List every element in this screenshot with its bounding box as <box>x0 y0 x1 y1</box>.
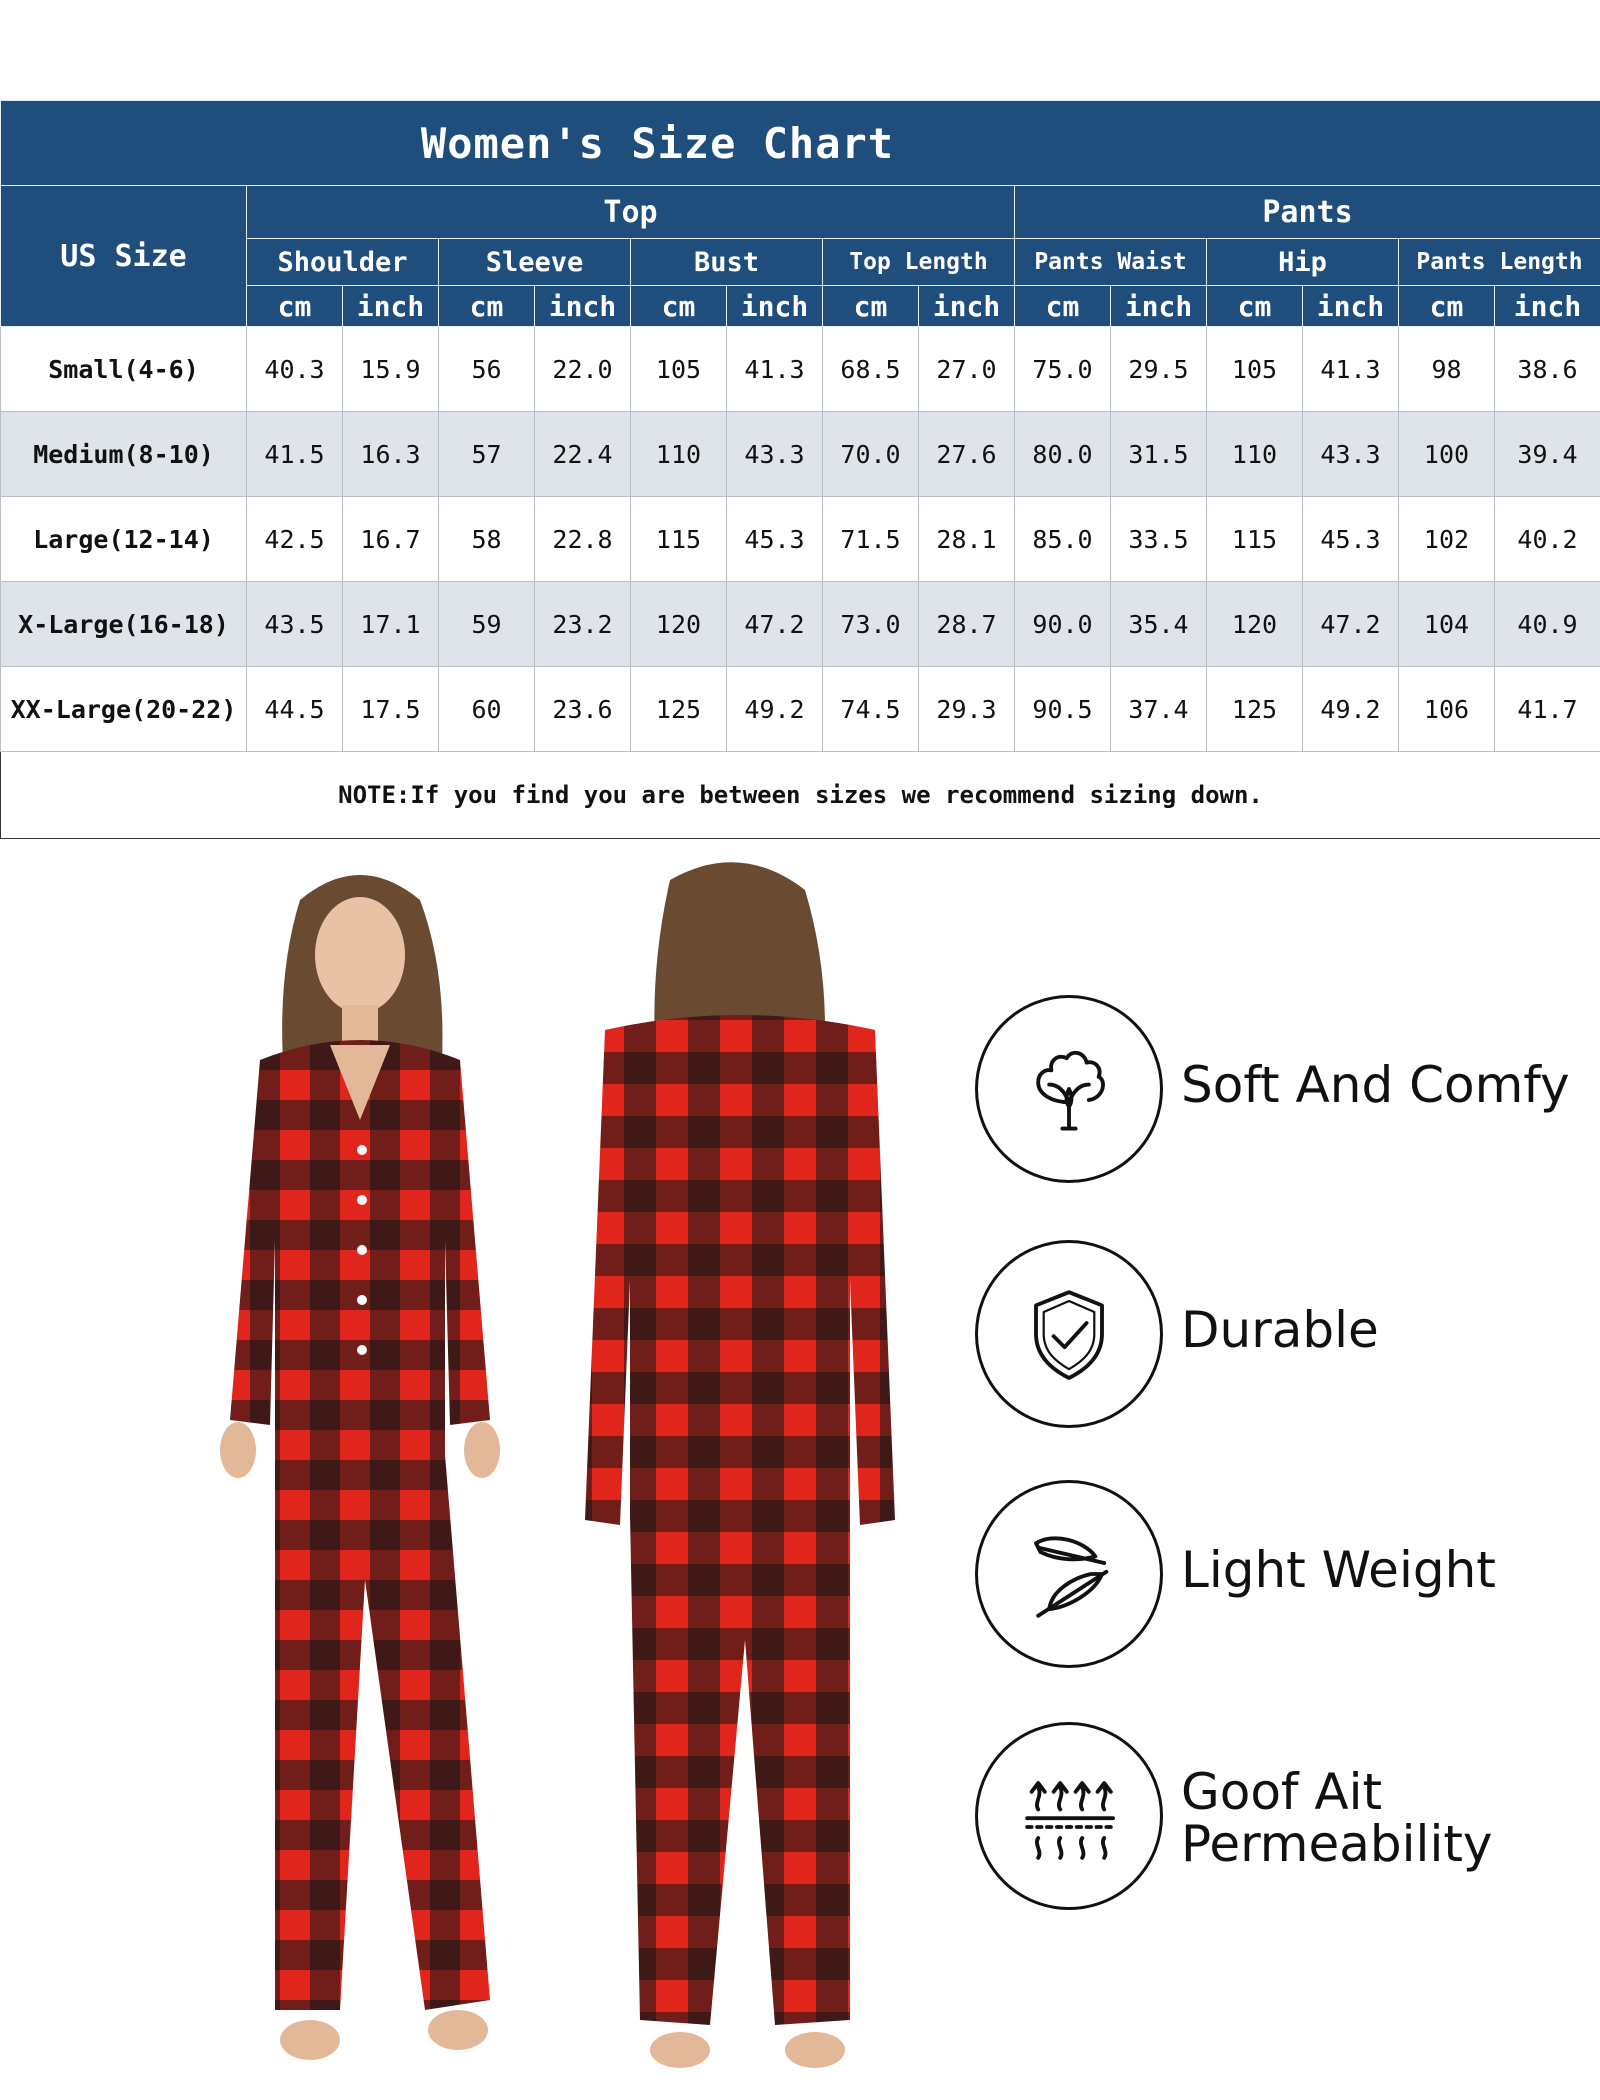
table-row <box>1 497 1600 582</box>
measurement-cell: 31.5 <box>1111 412 1207 497</box>
measurement-cell: 102 <box>1399 497 1495 582</box>
table-row <box>1 582 1600 667</box>
measurement-cell: 75.0 <box>1015 327 1111 412</box>
measurement-cell: 105 <box>631 327 727 412</box>
measurement-cell: 41.3 <box>1303 327 1399 412</box>
measure-header: Sleeve <box>439 239 631 286</box>
feature-label: Soft And Comfy <box>1181 1056 1570 1114</box>
measurement-cell: 43.3 <box>1303 412 1399 497</box>
size-label-cell: Medium(8-10) <box>1 412 247 497</box>
measure-header: Shoulder <box>247 239 439 286</box>
measurement-cell: 40.9 <box>1495 582 1600 667</box>
unit-header-cm: cm <box>1399 286 1495 327</box>
measurement-cell: 17.1 <box>343 582 439 667</box>
measurement-cell: 37.4 <box>1111 667 1207 752</box>
size-label-cell: Large(12-14) <box>1 497 247 582</box>
pants-group-header: Pants <box>1015 186 1600 239</box>
measure-header: Hip <box>1207 239 1399 286</box>
measurement-cell: 120 <box>1207 582 1303 667</box>
measurement-cell: 40.2 <box>1495 497 1600 582</box>
measurement-cell: 90.5 <box>1015 667 1111 752</box>
unit-header-cm: cm <box>1015 286 1111 327</box>
measurement-cell: 28.7 <box>919 582 1015 667</box>
measurement-cell: 47.2 <box>727 582 823 667</box>
measurement-cell: 22.8 <box>535 497 631 582</box>
table-row <box>1 667 1600 752</box>
measurement-cell: 68.5 <box>823 327 919 412</box>
measurement-cell: 42.5 <box>247 497 343 582</box>
measurement-cell: 58 <box>439 497 535 582</box>
measurement-cell: 106 <box>1399 667 1495 752</box>
measurement-cell: 43.5 <box>247 582 343 667</box>
measurement-cell: 16.3 <box>343 412 439 497</box>
measurement-cell: 125 <box>631 667 727 752</box>
measurement-cell: 41.7 <box>1495 667 1600 752</box>
size-chart-table <box>0 100 1600 839</box>
measurement-cell: 45.3 <box>727 497 823 582</box>
unit-header-inch: inch <box>727 286 823 327</box>
unit-header-cm: cm <box>1207 286 1303 327</box>
feature-soft-and-comfy <box>975 995 1595 1195</box>
feature-label: Light Weight <box>1181 1541 1496 1599</box>
measurement-cell: 39.4 <box>1495 412 1600 497</box>
measurement-cell: 115 <box>1207 497 1303 582</box>
measurement-cell: 56 <box>439 327 535 412</box>
measurement-cell: 80.0 <box>1015 412 1111 497</box>
table-row <box>1 327 1600 412</box>
size-label-cell: XX-Large(20-22) <box>1 667 247 752</box>
measurement-cell: 27.6 <box>919 412 1015 497</box>
unit-header-cm: cm <box>823 286 919 327</box>
airflow-icon <box>975 1722 1163 1910</box>
measurement-cell: 35.4 <box>1111 582 1207 667</box>
measurement-cell: 16.7 <box>343 497 439 582</box>
measurement-cell: 44.5 <box>247 667 343 752</box>
measurement-cell: 28.1 <box>919 497 1015 582</box>
measurement-cell: 47.2 <box>1303 582 1399 667</box>
size-label-cell: X-Large(16-18) <box>1 582 247 667</box>
measurement-cell: 38.6 <box>1495 327 1600 412</box>
unit-header-cm: cm <box>247 286 343 327</box>
table-row <box>1 412 1600 497</box>
note-row <box>1 752 1600 839</box>
measurement-cell: 100 <box>1399 412 1495 497</box>
measure-header: Pants Waist <box>1015 239 1207 286</box>
measure-header: Pants Length <box>1399 239 1600 286</box>
unit-header-inch: inch <box>535 286 631 327</box>
us-size-header: US Size <box>1 186 247 327</box>
measurement-cell: 29.5 <box>1111 327 1207 412</box>
measurement-cell: 74.5 <box>823 667 919 752</box>
measurement-cell: 73.0 <box>823 582 919 667</box>
measurement-cell: 85.0 <box>1015 497 1111 582</box>
measurement-cell: 49.2 <box>727 667 823 752</box>
measurement-cell: 115 <box>631 497 727 582</box>
feature-light-weight <box>975 1480 1595 1680</box>
measurement-cell: 59 <box>439 582 535 667</box>
unit-header-inch: inch <box>1303 286 1399 327</box>
feature-label-line2: Permeability <box>1181 1815 1493 1873</box>
measurement-cell: 49.2 <box>1303 667 1399 752</box>
measurement-cell: 57 <box>439 412 535 497</box>
measurement-cell: 43.3 <box>727 412 823 497</box>
measure-header: Bust <box>631 239 823 286</box>
unit-header-inch: inch <box>1495 286 1600 327</box>
measurement-cell: 22.4 <box>535 412 631 497</box>
measure-header: Top Length <box>823 239 1015 286</box>
measurement-cell: 27.0 <box>919 327 1015 412</box>
feature-label-line1: Goof Ait <box>1181 1763 1383 1821</box>
measurement-cell: 105 <box>1207 327 1303 412</box>
measurement-cell: 33.5 <box>1111 497 1207 582</box>
feature-air-permeability <box>975 1722 1595 1922</box>
model-front-photo <box>190 860 550 2090</box>
unit-header-inch: inch <box>1111 286 1207 327</box>
feather-icon <box>975 1480 1163 1668</box>
unit-header-inch: inch <box>343 286 439 327</box>
measurement-cell: 125 <box>1207 667 1303 752</box>
measurement-cell: 104 <box>1399 582 1495 667</box>
measurement-cell: 110 <box>1207 412 1303 497</box>
top-group-header: Top <box>247 186 1015 239</box>
measurement-cell: 110 <box>631 412 727 497</box>
feature-label: Durable <box>1181 1301 1379 1359</box>
measurement-cell: 98 <box>1399 327 1495 412</box>
measurement-cell: 90.0 <box>1015 582 1111 667</box>
measurement-cell: 23.2 <box>535 582 631 667</box>
unit-header-cm: cm <box>439 286 535 327</box>
size-label-cell: Small(4-6) <box>1 327 247 412</box>
measurement-cell: 29.3 <box>919 667 1015 752</box>
measurement-cell: 41.5 <box>247 412 343 497</box>
measurement-cell: 70.0 <box>823 412 919 497</box>
cotton-icon <box>975 995 1163 1183</box>
measurement-cell: 40.3 <box>247 327 343 412</box>
unit-header-cm: cm <box>631 286 727 327</box>
size-note: NOTE:If you find you are between sizes we recommend sizing down. <box>1 752 1600 839</box>
model-back-photo <box>560 860 920 2090</box>
size-chart-title: Women's Size Chart <box>1 101 1600 186</box>
measurement-cell: 15.9 <box>343 327 439 412</box>
measurement-cell: 23.6 <box>535 667 631 752</box>
measurement-cell: 120 <box>631 582 727 667</box>
measurement-cell: 71.5 <box>823 497 919 582</box>
measurement-cell: 45.3 <box>1303 497 1399 582</box>
measurement-cell: 17.5 <box>343 667 439 752</box>
measurement-cell: 41.3 <box>727 327 823 412</box>
feature-durable <box>975 1240 1595 1440</box>
unit-header-inch: inch <box>919 286 1015 327</box>
measurement-cell: 60 <box>439 667 535 752</box>
measurement-cell: 22.0 <box>535 327 631 412</box>
feature-label <box>1181 1763 1493 1873</box>
shield-check-icon <box>975 1240 1163 1428</box>
